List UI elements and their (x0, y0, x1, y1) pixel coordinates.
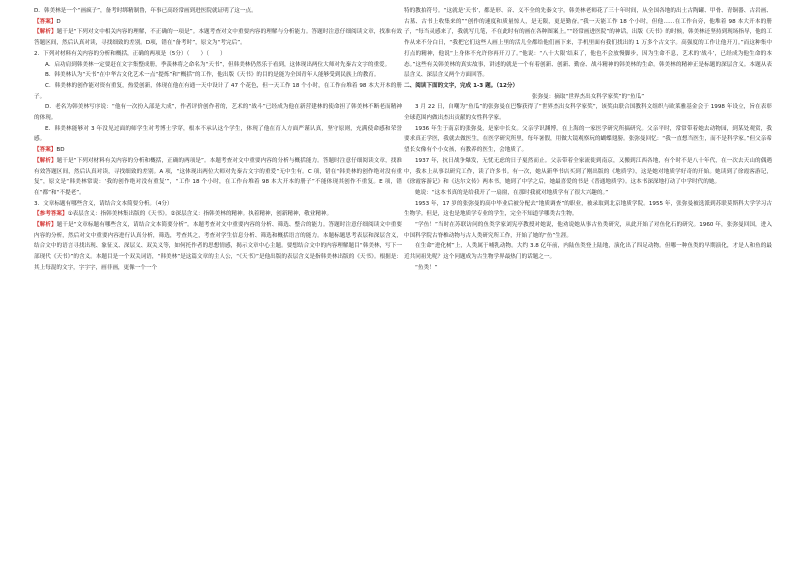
answer-tag: 【答案】 (34, 18, 57, 25)
explanation-tag: 【解析】 (34, 157, 57, 164)
explanation-tag: 【解析】 (34, 222, 57, 229)
answer-value: BD (56, 147, 65, 154)
explanation-1 (34, 27, 402, 48)
answer-value: D (56, 18, 61, 25)
paragraph: 特的教拍符号。“这就是‘天书’，都是形、音、义不全的先秦文字，韩美林老师花了三十年时间，从全国各地的出土古陶罐、甲骨、青铜器、古岩画、古墓、古书上收集来的”“创作的速度和质量惊人，是无限，更是勤奋。”我一天能工作 18 个小时，但他……在工作台旁，他堆着 98 本大开本的册子，“每当灵感来了，我就写几笔，不在此时有的画在各种图案上。”“经常画进医院”的神话，出版《天书》的时候，韩美林还坚持到现场指导，他的工作从来不分白日，“我把它们这些人画上里的活儿全都给他们画下来，手机里面有我们找出的 1 万多个古文字。高强度的工作让他开刀。”而这种集中打点的精神，他说“上身体不允许你再开刀了。”他说：“八十大限’结束了，他也不会放慢脚步，因为生命不息，艺术的‘战斗’，已经成为他生命的本态。”这些有关韩美林的真实故事，讲述的就是一个有着创新、创新、勤奋、战斗精神的韩美林的生命。韩美林的精神正是标题的深层含义。本题从表层含义、深层含义两个方面回答。 (404, 8, 772, 79)
explanation-2 (34, 156, 402, 199)
explanation-text: 题干是“下列对材料有关内容的分析和概括，正确的两项是”。本题考查对文中重要内容的分析与概括能力。答题时注意仔细阅读文章，找准有效答题区间，然后认真对读，寻找细致的差别。A 项，“这体现出两位大师对先秦古文字的重爱”无中生有。C 项，错在“韩美林的创作绝对没有重复”，原文是“韩美林常说：‘我的创作绝对没有重复’”，“工作 18 个小时，在工作台堆着 98 本大开本的册子”不能体现其创作不重复。E 项，错在“都”和“不提老”。 (34, 157, 402, 196)
question-2-option-c: C．韩美林的创作能对资有重复，热爱创新，体现在他在有通一天中设计了 47 个花色，但一天工作 18 个小时，在工作台堆着 98 本大开本的册子。 (34, 82, 402, 100)
answer-1 (34, 17, 402, 28)
question-1-option-d: D．韩美林是一个“画疯子”，备考时绑精制鲁，年事已高经常画到进医院就证明了这一点。 (34, 8, 257, 14)
left-column (34, 6, 402, 274)
answer-3 (34, 209, 402, 220)
explanation-tag: 【解析】 (34, 29, 57, 36)
paragraph: 3 月 22 日，自嘲为“鱼瓜”的张弥曼在巴黎获得了“世界杰出女科学家奖”，该奖由联合国教科文组织与欧莱雅基金会于 1998 年设立，旨在表彰全球范围内做出杰出贡献的女性科学家。 (404, 104, 772, 122)
paragraph: 1937 年，抗日战争爆发，无忧无虑的日子戛然而止。父亲带着全家流徙到南京，又搬到江西各地，有个时不是八十年代，在一次去天山的偶遇中，我本上从事以研究工作，读了许多书。有一次，她从新华书店买到了刚出版的《地质学》，这是她对地质学好奇的开始。她读到了徐霞客游记，《徐霞客游记》和《达尔文传》两本书，她到了中学之后，她最喜爱的书是《普通地质学》。这本书深深地打动了中学时代的她。 (404, 157, 772, 186)
answer-tag: 【答案】 (34, 147, 57, 154)
question-2-option-a: A．启功肩到韩美林一定要赶在文字集整成册，季羡林将之命名为“天书”，但韩美林仍然乐于看到，这体现出两位大师对先秦古文字的重爱。 (45, 61, 391, 68)
answer-text: ①表层含义：指韩美林集出版的《天书》。②深层含义：指韩美林的精神。执着精神，创新精神，敬业精神。 (67, 211, 333, 218)
answer-tag: 【参考答案】 (34, 211, 68, 218)
paragraph: 她说：“这本书真的是给我开了一扇窗，在那时我就对地质学有了很大兴趣的。” (415, 189, 609, 196)
paragraph: 1953 年，17 岁的张弥曼的高中毕业后被分配去“地质调查”的职业，被录取到北京地质学院。1955 年，张弥曼被选派到苏联莫斯科大学学习古生物学。但是，这也是地质学专业的学生，完全不知道学哪类古生物。 (404, 200, 772, 218)
question-2-option-b: B．韩美林认为“天书”在中华古文化艺术一点“提炼”和“概括”的工作，他出版《天书》的目的是能为全国青年人能够受到民族上的教育。 (45, 72, 380, 79)
explanation-3 (34, 220, 402, 274)
paragraph: “鱼类！” (415, 264, 438, 271)
explanation-text: 题干是“下列对文中相关内容的理解，不正确的一项是”。本题考查对文中重要内容的理解与分析能力。答题时注意仔细阅读文章，找准有效答题区间，然后认真对读，寻找细致的差别。D项，错在“备考时”，原文为“考完后”。 (34, 29, 402, 47)
question-2-stem: 2．下列对材料有关内容的分析和概括，正确的两项是（5分）（ ）（ ） (34, 50, 226, 57)
question-2-option-d: D．老名为韩美林写序说：“他有一次扮入部是大成”，作者评价创作者的，艺术的“战斗”已经成为他在新营建林的使命担了韩美林不断老而精神的体现。 (34, 104, 402, 122)
question-2-option-e: E．韩美林能够对 3 年没见过面的师学生对考博士学穿，根本不承认这个学生，体现了他在育人方面严谨认真，坚守原则，充满使命感和荣誉感。 (34, 125, 402, 143)
right-column (404, 6, 772, 274)
question-3-stem: 3．文章标题有哪些含义，请结合文本简要分析。（4分） (34, 200, 173, 207)
answer-2 (34, 145, 402, 156)
paragraph: 1936 年生于南京的张弥曼，是家中长女。父亲学识渊博，在上海的一家医学研究所搞研究。父亲平时，常常带着她去动物园，到某处观赏，我要求真正学医，我就去做医生，在医学研究所里，每年暑假，用做大镜观察玩的蝴蝶翅膀。张弥曼回忆：“我一直想当医生，而不是科学家。”但父亲希望长女像有个小女孩，有教养的医生，会地质了。 (404, 125, 772, 154)
paragraph: “学鱼！”当时在苏联访问的鱼类学家刘宪亭教授对她说，他劝说她从事古鱼类研究，从此开始了对鱼化石的研究。1960 年，张弥曼回国，进入中国科学院古脊椎动物与古人类研究所工作，开始了她的“鱼”生涯。 (404, 222, 772, 239)
explanation-text: 题干是“文章标题有哪些含义，请结合文本简要分析”。本题考查对文中重要内容的分析、筛选、整合的能力。答题时注意仔细阅读文中重要内容的分析，然后对文中重要内容进行认真分析，筛选，考查其之，考查对学生信息分析、筛选和概括语言的能力。本题标题思考表层和深层含义，结合文中的语言寻找出现、象征义、深层义、双关义等，如何托作者的思想情感，揭示文章中心主题。要想结合文中的内容理解题目“韩美林，写下一部现代《天书》”的含义。本题目是一个双关词语，“韩美林”是这篇文章的主人公，“《天书》”是他出版的表层含义是指韩美林出版的《天书》。根据是：其上每混的文字，字字字，画非画，更像一个一个 (34, 222, 402, 271)
section-heading: 二、阅读下面的文字，完成 1-3 题。（12分） (404, 82, 519, 89)
article-title: 张弥曼：摘取“世界杰出女科学家奖”的“鱼瓜” (531, 93, 645, 100)
paragraph: 在生命“进化树”上，人类属于哺乳动物。大约 3.8 亿年前，内陆鱼类登上陆地，演化出了四足动物。但哪一种鱼类的早期演化，才是人和鱼的最近共同祖先呢？这个问题成为古生物学界最热门的话题之一。 (404, 243, 772, 261)
